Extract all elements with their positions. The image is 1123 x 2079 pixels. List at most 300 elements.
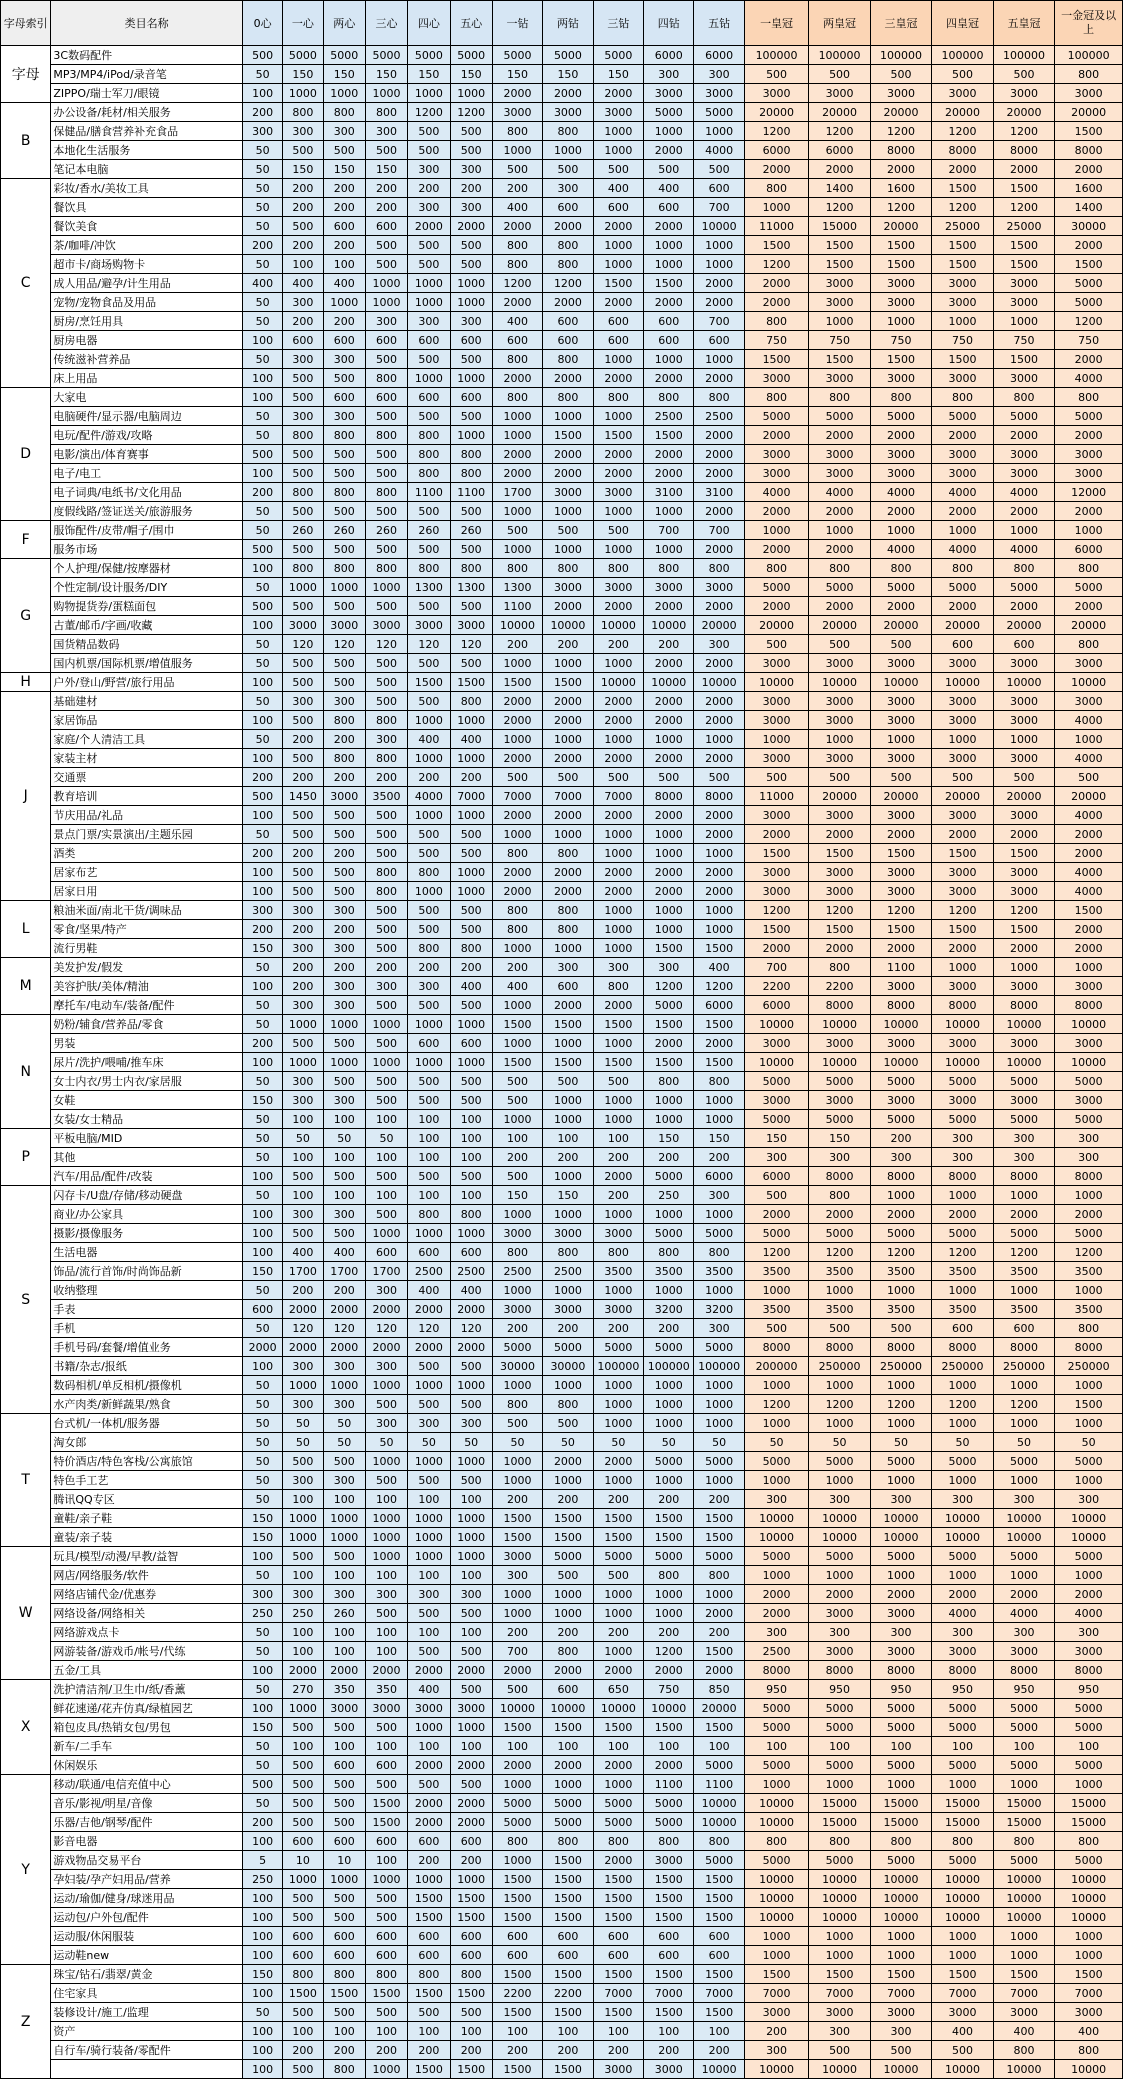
value-cell: 3500 [365,787,407,806]
value-cell: 600 [644,331,694,350]
table-row [1,274,1123,293]
value-cell: 2000 [744,825,809,844]
value-cell: 1500 [809,255,870,274]
value-cell: 5000 [809,1756,870,1775]
value-cell: 7000 [492,787,542,806]
value-cell: 1500 [694,1965,744,1984]
value-cell: 500 [543,768,593,787]
value-cell: 3000 [932,1091,993,1110]
value-cell: 3000 [644,1851,694,1870]
value-cell: 50 [242,1490,282,1509]
table-row [1,1433,1123,1452]
value-cell: 3000 [809,293,870,312]
value-cell: 300 [744,2041,809,2060]
value-cell: 800 [870,559,931,578]
value-cell: 50 [242,1623,282,1642]
value-cell: 5000 [744,1110,809,1129]
value-cell: 500 [365,901,407,920]
value-cell: 150 [242,1965,282,1984]
value-cell: 50 [242,521,282,540]
value-cell: 600 [323,388,365,407]
letter-index-cell: M [1,958,51,1015]
table-row [1,1395,1123,1414]
value-cell: 1000 [593,1395,643,1414]
value-cell: 500 [365,255,407,274]
value-cell: 500 [543,521,593,540]
value-cell: 800 [744,179,809,198]
value-cell: 100 [365,1566,407,1585]
value-cell: 120 [365,1319,407,1338]
value-cell: 1700 [323,1262,365,1281]
value-cell: 2000 [408,1661,450,1680]
value-cell: 500 [450,901,492,920]
value-cell: 1000 [644,350,694,369]
value-cell: 300 [365,312,407,331]
value-cell: 1000 [408,1224,450,1243]
value-cell: 3000 [870,692,931,711]
value-cell: 150 [365,160,407,179]
value-cell: 1000 [593,1376,643,1395]
value-cell: 1500 [744,1965,809,1984]
category-name-cell: 床上用品 [51,369,243,388]
value-cell: 3000 [1055,1034,1123,1053]
value-cell: 1500 [543,426,593,445]
value-cell: 200 [543,1148,593,1167]
value-cell: 250000 [932,1357,993,1376]
value-cell: 50 [242,198,282,217]
value-cell: 10000 [932,1870,993,1889]
value-cell: 2000 [283,1300,323,1319]
category-name-cell: 特价酒店/特色客栈/公寓旅馆 [51,1452,243,1471]
value-cell: 1000 [870,1471,931,1490]
value-cell: 8000 [809,1661,870,1680]
value-cell: 300 [283,1205,323,1224]
table-row [1,806,1123,825]
table-row [1,1813,1123,1832]
value-cell: 2000 [543,464,593,483]
table-row [1,1528,1123,1547]
value-cell: 50 [242,1680,282,1699]
category-name-cell: 影音电器 [51,1832,243,1851]
value-cell: 500 [993,65,1054,84]
value-cell: 5000 [1055,1851,1123,1870]
letter-index-cell: X [1,1680,51,1775]
value-cell: 100000 [809,46,870,65]
value-cell: 300 [993,1623,1054,1642]
value-cell: 500 [492,1680,542,1699]
value-cell: 10000 [809,673,870,692]
value-cell: 400 [492,977,542,996]
value-cell: 5000 [323,46,365,65]
value-cell: 5000 [492,1338,542,1357]
value-cell: 1000 [283,1699,323,1718]
value-cell: 1500 [593,1965,643,1984]
value-cell: 1000 [1055,1775,1123,1794]
category-name-cell: 个性定制/设计服务/DIY [51,578,243,597]
value-cell: 800 [593,1243,643,1262]
value-cell: 200 [242,236,282,255]
value-cell: 1000 [543,1034,593,1053]
value-cell: 300 [1055,1148,1123,1167]
value-cell: 10000 [809,1908,870,1927]
value-cell: 2000 [744,502,809,521]
value-cell: 1500 [1055,1965,1123,1984]
column-header: 两皇冠 [809,1,870,46]
value-cell: 600 [323,1832,365,1851]
value-cell: 500 [644,160,694,179]
value-cell: 4000 [408,787,450,806]
value-cell: 5000 [870,578,931,597]
table-row [1,654,1123,673]
category-name-cell: 网店/网络服务/软件 [51,1566,243,1585]
value-cell: 1000 [809,312,870,331]
category-name-cell: 运动服/休闲服装 [51,1927,243,1946]
value-cell: 1500 [694,1509,744,1528]
value-cell: 1500 [450,1908,492,1927]
value-cell: 100000 [993,46,1054,65]
value-cell: 1500 [408,1889,450,1908]
value-cell: 50 [242,65,282,84]
value-cell: 1000 [492,1034,542,1053]
value-cell: 1000 [993,1414,1054,1433]
value-cell: 4000 [870,483,931,502]
value-cell: 3500 [870,1262,931,1281]
value-cell: 500 [323,825,365,844]
value-cell: 12000 [1055,483,1123,502]
value-cell: 5000 [744,578,809,597]
value-cell: 2000 [993,160,1054,179]
value-cell: 3500 [993,1262,1054,1281]
value-cell: 1200 [408,103,450,122]
value-cell: 260 [365,521,407,540]
value-cell: 1500 [870,255,931,274]
value-cell: 500 [242,445,282,464]
value-cell: 1500 [593,1509,643,1528]
value-cell: 950 [932,1680,993,1699]
value-cell: 7000 [644,1984,694,2003]
category-name-cell: 数码相机/单反相机/摄像机 [51,1376,243,1395]
category-name-cell: 个人护理/保健/按摩器材 [51,559,243,578]
value-cell: 200 [644,1490,694,1509]
value-cell: 500 [450,407,492,426]
value-cell: 100 [593,1737,643,1756]
value-cell: 5000 [744,1224,809,1243]
value-cell: 20000 [744,103,809,122]
value-cell: 2000 [593,806,643,825]
value-cell: 5000 [1055,1224,1123,1243]
value-cell: 1000 [593,1414,643,1433]
value-cell: 250000 [809,1357,870,1376]
value-cell: 50 [242,1319,282,1338]
value-cell: 800 [593,977,643,996]
value-cell: 1300 [492,578,542,597]
value-cell: 500 [323,1908,365,1927]
value-cell: 400 [408,1281,450,1300]
value-cell: 300 [242,901,282,920]
value-cell: 100 [242,1243,282,1262]
value-cell: 20000 [870,217,931,236]
value-cell: 500 [870,635,931,654]
value-cell: 3100 [694,483,744,502]
table-row [1,1167,1123,1186]
value-cell: 10000 [543,616,593,635]
value-cell: 200 [283,312,323,331]
value-cell: 1200 [744,1395,809,1414]
category-name-cell: 淘女郎 [51,1433,243,1452]
value-cell: 3000 [809,654,870,673]
value-cell: 800 [1055,1832,1123,1851]
value-cell: 50 [242,1452,282,1471]
category-name-cell: 平板电脑/MID [51,1129,243,1148]
value-cell: 150 [543,65,593,84]
value-cell: 800 [365,559,407,578]
value-cell: 100 [1055,1737,1123,1756]
value-cell: 100 [242,882,282,901]
value-cell: 500 [543,1072,593,1091]
value-cell: 1000 [283,1528,323,1547]
value-cell: 1000 [365,84,407,103]
value-cell: 2000 [492,711,542,730]
table-row [1,160,1123,179]
value-cell: 1000 [870,1376,931,1395]
value-cell: 1000 [543,1471,593,1490]
value-cell: 1500 [593,2003,643,2022]
value-cell: 500 [323,1167,365,1186]
value-cell: 8000 [993,141,1054,160]
value-cell: 15000 [1055,1794,1123,1813]
value-cell: 2000 [543,749,593,768]
value-cell: 100 [694,1737,744,1756]
value-cell: 1000 [593,122,643,141]
value-cell: 200 [242,844,282,863]
table-row [1,692,1123,711]
table-row [1,844,1123,863]
value-cell: 2000 [408,1300,450,1319]
table-row [1,1794,1123,1813]
value-cell: 2000 [644,369,694,388]
value-cell: 2000 [593,1167,643,1186]
value-cell: 4000 [1055,1604,1123,1623]
value-cell: 1700 [365,1262,407,1281]
value-cell: 3500 [870,1300,931,1319]
value-cell: 1000 [993,1566,1054,1585]
value-cell: 10000 [932,1528,993,1547]
value-cell: 800 [323,2060,365,2079]
table-row [1,65,1123,84]
value-cell: 1000 [283,1015,323,1034]
value-cell: 3000 [809,806,870,825]
value-cell: 10000 [694,217,744,236]
value-cell: 5000 [993,1718,1054,1737]
table-row [1,1053,1123,1072]
value-cell: 1000 [492,1851,542,1870]
category-name-cell: 男装 [51,1034,243,1053]
value-cell: 20000 [809,787,870,806]
value-cell: 1500 [932,1965,993,1984]
value-cell: 500 [408,255,450,274]
value-cell: 500 [283,2003,323,2022]
value-cell: 800 [543,844,593,863]
value-cell: 800 [492,559,542,578]
value-cell: 3500 [1055,1262,1123,1281]
value-cell: 5000 [744,1851,809,1870]
value-cell: 200 [283,977,323,996]
category-name-cell: 女士内衣/男士内衣/家居服 [51,1072,243,1091]
value-cell: 300 [593,958,643,977]
value-cell: 1000 [593,1091,643,1110]
value-cell: 1500 [492,1015,542,1034]
table-row [1,84,1123,103]
value-cell: 2000 [450,1661,492,1680]
value-cell: 2000 [1055,1205,1123,1224]
value-cell: 2000 [644,749,694,768]
table-row [1,863,1123,882]
value-cell: 50 [283,1129,323,1148]
category-name-cell: 成人用品/避孕/计生用品 [51,274,243,293]
value-cell: 100 [242,369,282,388]
value-cell: 3000 [993,806,1054,825]
letter-index-cell: G [1,559,51,673]
value-cell: 1000 [932,1414,993,1433]
value-cell: 1000 [492,502,542,521]
value-cell: 150 [809,1129,870,1148]
value-cell: 200 [323,2041,365,2060]
value-cell: 100 [644,2022,694,2041]
value-cell: 2000 [492,369,542,388]
category-name-cell: 箱包皮具/热销女包/男包 [51,1718,243,1737]
value-cell: 2000 [694,502,744,521]
value-cell: 120 [408,1319,450,1338]
value-cell: 1500 [993,1965,1054,1984]
value-cell: 100 [242,2060,282,2079]
table-row [1,293,1123,312]
value-cell: 1500 [744,350,809,369]
value-cell: 5000 [644,1813,694,1832]
value-cell: 600 [694,1927,744,1946]
category-name-cell: 网络店铺代金/优惠券 [51,1585,243,1604]
value-cell: 300 [1055,1129,1123,1148]
value-cell: 1000 [1055,1414,1123,1433]
value-cell: 800 [450,1205,492,1224]
value-cell: 50 [323,1414,365,1433]
category-name-cell: MP3/MP4/iPod/录音笔 [51,65,243,84]
value-cell: 500 [365,464,407,483]
category-name-cell: 3C数码配件 [51,46,243,65]
table-row [1,179,1123,198]
value-cell: 1200 [492,274,542,293]
value-cell: 5000 [870,1547,931,1566]
value-cell: 600 [694,331,744,350]
value-cell: 8000 [870,141,931,160]
value-cell: 800 [932,559,993,578]
value-cell: 1200 [644,1642,694,1661]
value-cell: 100 [450,1566,492,1585]
value-cell: 1000 [993,521,1054,540]
value-cell: 100 [492,2022,542,2041]
value-cell: 2000 [694,464,744,483]
value-cell: 1500 [644,2003,694,2022]
value-cell: 1000 [593,1205,643,1224]
value-cell: 1000 [809,1281,870,1300]
value-cell: 5000 [644,1224,694,1243]
value-cell: 100 [932,1737,993,1756]
value-cell: 2000 [408,1794,450,1813]
value-cell: 500 [242,597,282,616]
value-cell: 1500 [993,844,1054,863]
value-cell: 300 [1055,1623,1123,1642]
category-name-cell: 书籍/杂志/报纸 [51,1357,243,1376]
value-cell: 600 [543,1680,593,1699]
value-cell: 200 [543,1319,593,1338]
value-cell: 1000 [365,293,407,312]
value-cell: 2000 [809,597,870,616]
value-cell: 600 [365,331,407,350]
value-cell: 1500 [744,844,809,863]
value-cell: 1200 [694,977,744,996]
value-cell: 2200 [492,1984,542,2003]
table-row [1,369,1123,388]
value-cell: 1000 [543,1205,593,1224]
value-cell: 500 [323,1452,365,1471]
value-cell: 1000 [644,1205,694,1224]
value-cell: 2000 [694,426,744,445]
value-cell: 3000 [492,1224,542,1243]
table-row [1,1509,1123,1528]
value-cell: 150 [744,1129,809,1148]
value-cell: 3000 [932,2003,993,2022]
category-name-cell: 摄影/摄像服务 [51,1224,243,1243]
value-cell: 300 [932,1623,993,1642]
value-cell: 1500 [543,1851,593,1870]
value-cell: 1000 [283,1376,323,1395]
value-cell: 1000 [644,255,694,274]
value-cell: 300 [644,65,694,84]
category-name-cell: 本地化生活服务 [51,141,243,160]
value-cell: 1000 [932,1946,993,1965]
value-cell: 5000 [694,103,744,122]
value-cell: 1000 [408,882,450,901]
value-cell: 2000 [809,1585,870,1604]
value-cell: 3000 [492,103,542,122]
category-name-cell: 保健品/膳食营养补充食品 [51,122,243,141]
value-cell: 300 [283,122,323,141]
value-cell: 1000 [932,1566,993,1585]
value-cell: 1000 [450,274,492,293]
value-cell: 300 [323,350,365,369]
value-cell: 2000 [744,1604,809,1623]
value-cell: 1000 [593,1604,643,1623]
value-cell: 1000 [932,730,993,749]
table-row [1,103,1123,122]
value-cell: 100 [323,1642,365,1661]
value-cell: 300 [450,1414,492,1433]
table-row [1,1699,1123,1718]
value-cell: 1000 [365,1870,407,1889]
value-cell: 1000 [644,540,694,559]
value-cell: 1100 [694,1775,744,1794]
category-name-cell: 游戏物品交易平台 [51,1851,243,1870]
value-cell: 150 [644,1129,694,1148]
value-cell: 200 [492,1490,542,1509]
table-row [1,901,1123,920]
value-cell: 8000 [932,1338,993,1357]
value-cell: 15000 [870,1813,931,1832]
value-cell: 2000 [694,692,744,711]
value-cell: 500 [365,502,407,521]
value-cell: 15000 [932,1813,993,1832]
value-cell: 50 [365,1433,407,1452]
value-cell: 1000 [450,1547,492,1566]
